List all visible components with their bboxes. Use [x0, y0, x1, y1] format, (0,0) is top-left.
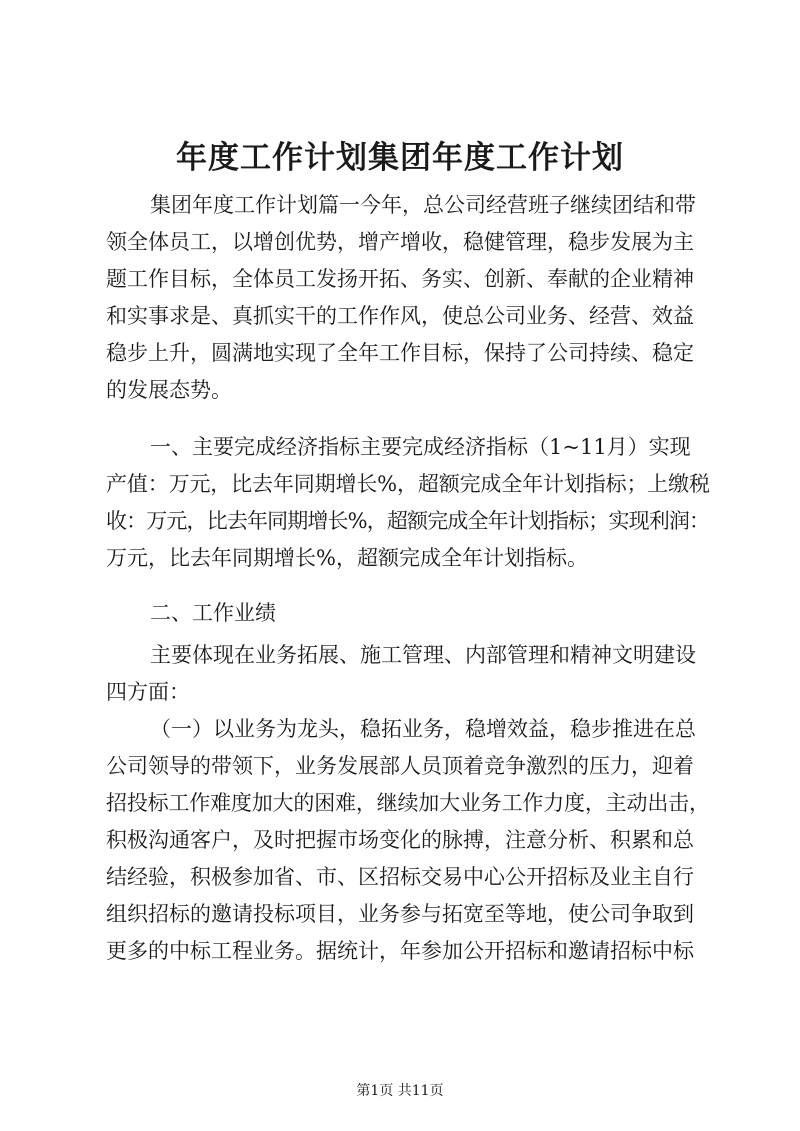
- paragraph-line: （一）以业务为龙头，稳拓业务，稳增效益，稳步推进在总: [150, 717, 696, 741]
- paragraph-line: 一、主要完成经济指标主要完成经济指标（1~11月）实现: [150, 435, 691, 459]
- paragraph-line: 结经验，积极参加省、市、区招标交易中心公开招标及业主自行: [106, 865, 694, 889]
- paragraph-line: 领全体员工，以增创优势，增产增收，稳健管理，稳步发展为主: [106, 230, 694, 254]
- paragraph-line: 更多的中标工程业务。据统计，年参加公开招标和邀请招标中标: [106, 939, 694, 963]
- paragraph-line: 四方面：: [106, 680, 190, 704]
- paragraph-line: 组织招标的邀请投标项目，业务参与拓宽至等地，使公司争取到: [106, 902, 694, 926]
- paragraph-line: 公司领导的带领下，业务发展部人员顶着竞争激烈的压力，迎着: [106, 754, 694, 778]
- document-title: 年度工作计划集团年度工作计划: [176, 140, 624, 176]
- paragraph-line: 和实事求是、真抓实干的工作作风，使总公司业务、经营、效益: [106, 304, 694, 328]
- paragraph-line: 的发展态势。: [106, 378, 232, 402]
- paragraph-line: 招投标工作难度加大的困难，继续加大业务工作力度，主动出击，: [106, 791, 710, 815]
- paragraph-line: 主要体现在业务拓展、施工管理、内部管理和精神文明建设: [150, 643, 696, 667]
- paragraph-line: 集团年度工作计划篇一今年，总公司经营班子继续团结和带: [150, 193, 696, 217]
- paragraph-line: 稳步上升，圆满地实现了全年工作目标，保持了公司持续、稳定: [106, 341, 694, 365]
- paragraph-line: 万元，比去年同期增长%，超额完成全年计划指标。: [106, 546, 588, 570]
- page-number: 第1页 共11页: [356, 1083, 444, 1099]
- paragraph-line: 积极沟通客户，及时把握市场变化的脉搏，注意分析、积累和总: [106, 828, 694, 852]
- paragraph-line: 收：万元，比去年同期增长%，超额完成全年计划指标；实现利润：: [106, 509, 710, 533]
- section-heading: 二、工作业绩: [150, 601, 276, 625]
- paragraph-line: 产值：万元，比去年同期增长%，超额完成全年计划指标；上缴税: [106, 472, 710, 496]
- paragraph-line: 题工作目标，全体员工发扬开拓、务实、创新、奉献的企业精神: [106, 267, 694, 291]
